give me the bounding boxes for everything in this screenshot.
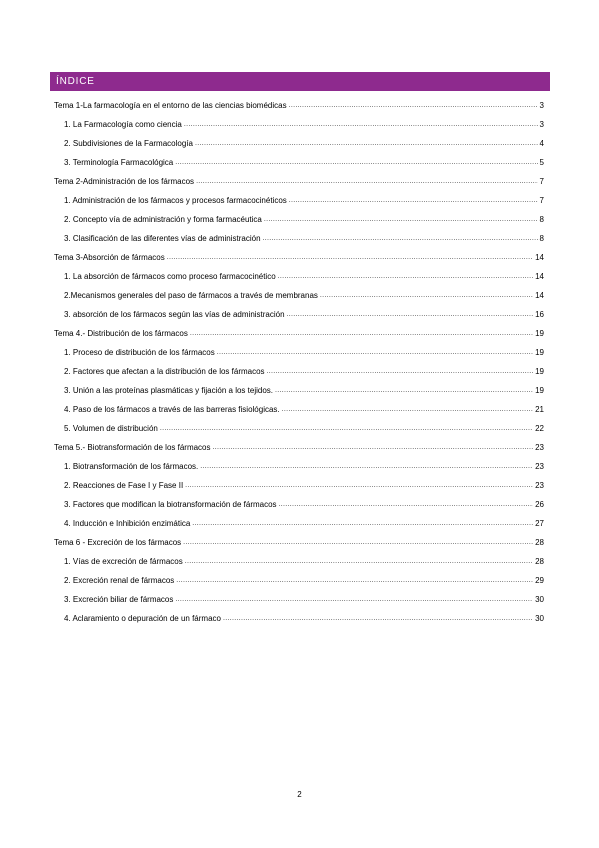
toc-entry-page: 7 (539, 196, 544, 205)
toc-entry-title: 3. Factores que modifican la biotransformación de fármacos (64, 500, 277, 509)
toc-entry-title: Tema 6 - Excreción de los fármacos (54, 538, 182, 547)
toc-entry-page: 19 (535, 329, 544, 338)
toc-dot-leader (160, 424, 533, 434)
toc-dot-leader (278, 272, 533, 282)
toc-entry-page: 14 (535, 291, 544, 300)
toc-dot-leader (185, 481, 533, 491)
toc-entry-title: 3. Terminología Farmacológica (64, 158, 174, 167)
toc-entry-title: 1. Vías de excreción de fármacos (64, 557, 183, 566)
toc-entry-page: 4 (539, 139, 544, 148)
toc-section-entry[interactable] (64, 496, 544, 510)
toc-section-entry[interactable] (64, 268, 544, 282)
toc-entry-page: 19 (535, 348, 544, 357)
toc-section-entry[interactable] (64, 477, 544, 491)
toc-entry-page: 21 (535, 405, 544, 414)
toc-entry-title: 3. Excreción biliar de fármacos (64, 595, 174, 604)
toc-entry-title: 2. Factores que afectan a la distribución de los fármacos (64, 367, 265, 376)
toc-entry-title: 1. La absorción de fármacos como proceso farmacocinético (64, 272, 276, 281)
toc-entry-title: Tema 3-Absorción de fármacos (54, 253, 165, 262)
toc-section-entry[interactable] (64, 211, 544, 225)
toc-entry-title: 3. Clasificación de las diferentes vías de administración (64, 234, 261, 243)
toc-entry-page: 3 (539, 120, 544, 129)
toc-entry-title: 5. Volumen de distribución (64, 424, 158, 433)
toc-entry-page: 5 (539, 158, 544, 167)
toc-entry-page: 14 (535, 272, 544, 281)
toc-section-entry[interactable] (64, 458, 544, 472)
toc-chapter-entry[interactable] (54, 325, 544, 339)
toc-section-entry[interactable] (64, 401, 544, 415)
toc-entry-title: 4. Paso de los fármacos a través de las barreras fisiológicas. (64, 405, 280, 414)
toc-entry-title: 2. Excreción renal de fármacos (64, 576, 175, 585)
toc-entry-page: 19 (535, 386, 544, 395)
toc-entry-title: Tema 4.- Distribución de los fármacos (54, 329, 188, 338)
toc-entry-page: 3 (539, 101, 544, 110)
toc-section-entry[interactable] (64, 116, 544, 130)
toc-entry-title: 2. Subdivisiones de la Farmacología (64, 139, 193, 148)
toc-section-entry[interactable] (64, 591, 544, 605)
toc-entry-page: 30 (535, 614, 544, 623)
toc-chapter-entry[interactable] (54, 534, 544, 548)
toc-dot-leader (223, 614, 533, 624)
toc-entry-title: Tema 1-La farmacología en el entorno de las ciencias biomédicas (54, 101, 287, 110)
toc-dot-leader (267, 367, 534, 377)
toc-section-entry[interactable] (64, 287, 544, 301)
toc-entry-title: 1. La Farmacología como ciencia (64, 120, 182, 129)
toc-entry-title: 1. Biotransformación de los fármacos. (64, 462, 199, 471)
toc-entry-page: 23 (535, 462, 544, 471)
toc-entry-page: 30 (535, 595, 544, 604)
toc-dot-leader (282, 405, 533, 415)
toc-dot-leader (192, 519, 533, 529)
toc-dot-leader (217, 348, 533, 358)
toc-dot-leader (176, 576, 533, 586)
toc-entry-page: 8 (539, 215, 544, 224)
toc-entry-title: Tema 2-Administración de los fármacos (54, 177, 195, 186)
toc-dot-leader (289, 101, 538, 111)
toc-section-entry[interactable] (64, 135, 544, 149)
toc-dot-leader (320, 291, 533, 301)
toc-section-entry[interactable] (64, 420, 544, 434)
toc-dot-leader (184, 120, 538, 130)
toc-entry-title: 4. Aclaramiento o depuración de un fármaco (64, 614, 221, 623)
toc-chapter-entry[interactable] (54, 97, 544, 111)
toc-section-entry[interactable] (64, 610, 544, 624)
toc-dot-leader (183, 538, 533, 548)
toc-dot-leader (279, 500, 534, 510)
toc-entry-page: 28 (535, 557, 544, 566)
toc-entry-page: 28 (535, 538, 544, 547)
toc-chapter-entry[interactable] (54, 249, 544, 263)
page-number: 2 (297, 790, 302, 799)
toc-entry-title: 3. absorción de los fármacos según las vías de administración (64, 310, 285, 319)
toc-entry-page: 23 (535, 443, 544, 452)
toc-dot-leader (196, 177, 537, 187)
toc-entry-page: 14 (535, 253, 544, 262)
index-header (50, 72, 550, 91)
toc-entry-page: 16 (535, 310, 544, 319)
toc-entry-page: 27 (535, 519, 544, 528)
toc-section-entry[interactable] (64, 306, 544, 320)
toc-section-entry[interactable] (64, 344, 544, 358)
toc-dot-leader (195, 139, 538, 149)
toc-section-entry[interactable] (64, 154, 544, 168)
toc-dot-leader (175, 595, 533, 605)
toc-entry-title: 3. Unión a las proteínas plasmáticas y fijación a los tejidos. (64, 386, 273, 395)
toc-entry-title: 2.Mecanismos generales del paso de fármacos a través de membranas (64, 291, 318, 300)
toc-dot-leader (287, 310, 534, 320)
toc-section-entry[interactable] (64, 572, 544, 586)
toc-section-entry[interactable] (64, 363, 544, 377)
toc-entry-page: 26 (535, 500, 544, 509)
toc-entry-title: 1. Administración de los fármacos y procesos farmacocinéticos (64, 196, 287, 205)
toc-dot-leader (263, 234, 538, 244)
toc-dot-leader (289, 196, 538, 206)
toc-section-entry[interactable] (64, 515, 544, 529)
toc-entry-page: 22 (535, 424, 544, 433)
toc-entry-title: Tema 5.- Biotransformación de los fármacos (54, 443, 211, 452)
toc-chapter-entry[interactable] (54, 173, 544, 187)
toc-entry-title: 1. Proceso de distribución de los fármacos (64, 348, 215, 357)
toc-entry-page: 23 (535, 481, 544, 490)
toc-section-entry[interactable] (64, 382, 544, 396)
index-title: ÍNDICE (56, 76, 95, 87)
toc-entry-page: 8 (539, 234, 544, 243)
toc-chapter-entry[interactable] (54, 439, 544, 453)
toc-dot-leader (213, 443, 534, 453)
toc-dot-leader (264, 215, 538, 225)
toc-entry-title: 2. Reacciones de Fase I y Fase II (64, 481, 184, 490)
toc-entry-title: 4. Inducción e Inhibición enzimática (64, 519, 191, 528)
toc-section-entry[interactable] (64, 192, 544, 206)
toc-section-entry[interactable] (64, 553, 544, 567)
toc-entry-page: 19 (535, 367, 544, 376)
toc-entry-page: 29 (535, 576, 544, 585)
toc-dot-leader (185, 557, 533, 567)
toc-dot-leader (175, 158, 537, 168)
toc-section-entry[interactable] (64, 230, 544, 244)
toc-dot-leader (200, 462, 533, 472)
toc-dot-leader (190, 329, 533, 339)
toc-dot-leader (275, 386, 533, 396)
toc-dot-leader (167, 253, 533, 263)
toc-entry-title: 2. Concepto vía de administración y forma farmacéutica (64, 215, 262, 224)
toc-entry-page: 7 (539, 177, 544, 186)
